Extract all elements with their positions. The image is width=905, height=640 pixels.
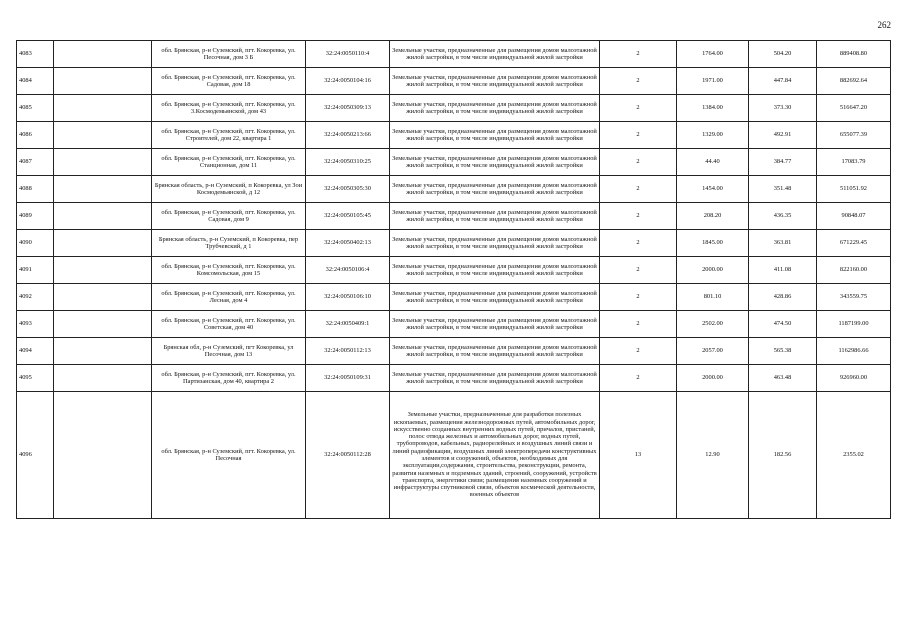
cadastral-value-cell: 889408.80 xyxy=(817,41,891,68)
area-cell: 1454.00 xyxy=(677,176,749,203)
land-category-cell: Земельные участки, предназначенные для размещения домов малоэтажной жилой застройки, в том числе индивидуальной жилой застройки xyxy=(390,149,600,176)
group-code-cell: 2 xyxy=(600,68,677,95)
group-code-cell: 2 xyxy=(600,95,677,122)
address-cell: Брянская область, р-н Суземский, п Кокоревка, ул Зои Космодемьянской, д 12 xyxy=(152,176,306,203)
cadastral-value-cell: 2355.02 xyxy=(817,392,891,519)
address-cell: Брянская область, р-н Суземский, п Кокоревка, пер Трубчевский, д 1 xyxy=(152,230,306,257)
table-row xyxy=(17,392,891,519)
land-category-cell: Земельные участки, предназначенные для размещения домов малоэтажной жилой застройки, в том числе индивидуальной жилой застройки xyxy=(390,365,600,392)
cadastral-value-cell: 90848.07 xyxy=(817,203,891,230)
land-category-cell: Земельные участки, предназначенные для размещения домов малоэтажной жилой застройки, в том числе индивидуальной жилой застройки xyxy=(390,176,600,203)
address-cell: обл. Брянская, р-н Суземский, пгт. Кокоревка, ул. Песочная, дом 3 Б xyxy=(152,41,306,68)
row-number: 4087 xyxy=(17,149,54,176)
area-cell: 1764.00 xyxy=(677,41,749,68)
specific-value-cell: 436.35 xyxy=(749,203,817,230)
row-number: 4083 xyxy=(17,41,54,68)
area-cell: 2502.00 xyxy=(677,311,749,338)
row-number: 4094 xyxy=(17,338,54,365)
page-number: 262 xyxy=(877,20,891,30)
area-cell: 1329.00 xyxy=(677,122,749,149)
cadastral-value-cell: 822160.00 xyxy=(817,257,891,284)
address-cell: обл. Брянская, р-н Суземский, пгт. Кокоревка, ул. Комсомольская, дом 15 xyxy=(152,257,306,284)
land-category-cell: Земельные участки, предназначенные для размещения домов малоэтажной жилой застройки, в том числе индивидуальной жилой застройки xyxy=(390,68,600,95)
table-row xyxy=(17,68,891,95)
table-row xyxy=(17,41,891,68)
area-cell: 208.20 xyxy=(677,203,749,230)
table-body xyxy=(17,41,891,519)
cadastral-number-cell: 32:24:0050402:13 xyxy=(306,230,390,257)
cadastral-value-cell: 1187199.00 xyxy=(817,311,891,338)
cadastral-number-cell: 32:24:0050106:10 xyxy=(306,284,390,311)
cadastral-value-cell: 343559.75 xyxy=(817,284,891,311)
row-number: 4095 xyxy=(17,365,54,392)
cadastral-number-cell: 32:24:0050106:4 xyxy=(306,257,390,284)
row-number: 4084 xyxy=(17,68,54,95)
specific-value-cell: 474.50 xyxy=(749,311,817,338)
cadastral-number-cell: 32:24:0050112:13 xyxy=(306,338,390,365)
cadastral-value-cell: 511051.92 xyxy=(817,176,891,203)
cadastral-value-cell: 655077.39 xyxy=(817,122,891,149)
group-code-cell: 2 xyxy=(600,311,677,338)
table-row xyxy=(17,365,891,392)
blank-cell xyxy=(54,230,152,257)
cadastral-number-cell: 32:24:0050213:66 xyxy=(306,122,390,149)
address-cell: обл. Брянская, р-н Суземский, пгт. Кокоревка, ул. Песочная xyxy=(152,392,306,519)
cadastral-number-cell: 32:24:0050105:45 xyxy=(306,203,390,230)
group-code-cell: 2 xyxy=(600,230,677,257)
cadastral-number-cell: 32:24:0050112:28 xyxy=(306,392,390,519)
group-code-cell: 2 xyxy=(600,284,677,311)
blank-cell xyxy=(54,122,152,149)
blank-cell xyxy=(54,95,152,122)
blank-cell xyxy=(54,41,152,68)
group-code-cell: 2 xyxy=(600,203,677,230)
specific-value-cell: 373.30 xyxy=(749,95,817,122)
specific-value-cell: 428.86 xyxy=(749,284,817,311)
blank-cell xyxy=(54,284,152,311)
specific-value-cell: 565.38 xyxy=(749,338,817,365)
land-category-cell: Земельные участки, предназначенные для размещения домов малоэтажной жилой застройки, в том числе индивидуальной жилой застройки xyxy=(390,230,600,257)
address-cell: обл. Брянская, р-н Суземский, пгт. Кокоревка, ул. Станционная, дом 11 xyxy=(152,149,306,176)
group-code-cell: 2 xyxy=(600,149,677,176)
land-category-cell: Земельные участки, предназначенные для размещения домов малоэтажной жилой застройки, в том числе индивидуальной жилой застройки xyxy=(390,311,600,338)
land-category-cell: Земельные участки, предназначенные для размещения домов малоэтажной жилой застройки, в том числе индивидуальной жилой застройки xyxy=(390,257,600,284)
address-cell: обл. Брянская, р-н Суземский, пгт. Кокоревка, ул. Строителей, дом 22, квартира 1 xyxy=(152,122,306,149)
row-number: 4089 xyxy=(17,203,54,230)
area-cell: 801.10 xyxy=(677,284,749,311)
row-number: 4096 xyxy=(17,392,54,519)
row-number: 4086 xyxy=(17,122,54,149)
table-row xyxy=(17,284,891,311)
blank-cell xyxy=(54,203,152,230)
land-category-cell: Земельные участки, предназначенные для размещения домов малоэтажной жилой застройки, в том числе индивидуальной жилой застройки xyxy=(390,203,600,230)
land-category-cell: Земельные участки, предназначенные для размещения домов малоэтажной жилой застройки, в том числе индивидуальной жилой застройки xyxy=(390,122,600,149)
row-number: 4091 xyxy=(17,257,54,284)
specific-value-cell: 411.08 xyxy=(749,257,817,284)
group-code-cell: 2 xyxy=(600,122,677,149)
cadastral-number-cell: 32:24:0050104:16 xyxy=(306,68,390,95)
area-cell: 44.40 xyxy=(677,149,749,176)
specific-value-cell: 384.77 xyxy=(749,149,817,176)
specific-value-cell: 351.48 xyxy=(749,176,817,203)
land-category-cell: Земельные участки, предназначенные для размещения домов малоэтажной жилой застройки, в том числе индивидуальной жилой застройки xyxy=(390,284,600,311)
cadastral-number-cell: 32:24:0050110:4 xyxy=(306,41,390,68)
area-cell: 1971.00 xyxy=(677,68,749,95)
table-row xyxy=(17,230,891,257)
blank-cell xyxy=(54,68,152,95)
row-number: 4093 xyxy=(17,311,54,338)
table-row xyxy=(17,149,891,176)
cadastral-number-cell: 32:24:0050309:13 xyxy=(306,95,390,122)
area-cell: 1384.00 xyxy=(677,95,749,122)
blank-cell xyxy=(54,257,152,284)
specific-value-cell: 492.91 xyxy=(749,122,817,149)
cadastral-number-cell: 32:24:0050310:25 xyxy=(306,149,390,176)
address-cell: обл. Брянская, р-н Суземский, пгт. Кокоревка, ул. Садовая, дом 18 xyxy=(152,68,306,95)
cadastral-value-cell: 1162986.66 xyxy=(817,338,891,365)
cadastral-value-cell: 516647.20 xyxy=(817,95,891,122)
table-row xyxy=(17,311,891,338)
cadastral-value-table xyxy=(16,40,891,519)
cadastral-number-cell: 32:24:0050305:30 xyxy=(306,176,390,203)
blank-cell xyxy=(54,149,152,176)
land-category-cell: Земельные участки, предназначенные для размещения домов малоэтажной жилой застройки, в том числе индивидуальной жилой застройки xyxy=(390,95,600,122)
area-cell: 12.90 xyxy=(677,392,749,519)
specific-value-cell: 363.81 xyxy=(749,230,817,257)
address-cell: обл. Брянская, р-н Суземский, пгт. Кокоревка, ул. Советская, дом 40 xyxy=(152,311,306,338)
cadastral-value-cell: 882692.64 xyxy=(817,68,891,95)
area-cell: 2057.00 xyxy=(677,338,749,365)
blank-cell xyxy=(54,338,152,365)
table-row xyxy=(17,95,891,122)
address-cell: Брянская обл, р-н Суземский, пгт Кокоревка, ул Песочная, дом 13 xyxy=(152,338,306,365)
row-number: 4092 xyxy=(17,284,54,311)
cadastral-number-cell: 32:24:0050409:1 xyxy=(306,311,390,338)
blank-cell xyxy=(54,365,152,392)
table-row xyxy=(17,257,891,284)
blank-cell xyxy=(54,392,152,519)
table-row xyxy=(17,338,891,365)
row-number: 4090 xyxy=(17,230,54,257)
cadastral-value-cell: 926960.00 xyxy=(817,365,891,392)
group-code-cell: 2 xyxy=(600,338,677,365)
group-code-cell: 13 xyxy=(600,392,677,519)
address-cell: обл. Брянская, р-н Суземский, пгт. Кокоревка, ул. 3.Космодемьянской, дом 43 xyxy=(152,95,306,122)
cadastral-value-cell: 671229.45 xyxy=(817,230,891,257)
area-cell: 1845.00 xyxy=(677,230,749,257)
land-category-cell: Земельные участки, предназначенные для размещения домов малоэтажной жилой застройки, в том числе индивидуальной жилой застройки xyxy=(390,41,600,68)
address-cell: обл. Брянская, р-н Суземский, пгт. Кокоревка, ул. Садовая, дом 9 xyxy=(152,203,306,230)
area-cell: 2000.00 xyxy=(677,365,749,392)
specific-value-cell: 182.56 xyxy=(749,392,817,519)
cadastral-value-cell: 17083.79 xyxy=(817,149,891,176)
group-code-cell: 2 xyxy=(600,365,677,392)
address-cell: обл. Брянская, р-н Суземский, пгт. Кокоревка, ул. Партизанская, дом 40, квартира 2 xyxy=(152,365,306,392)
specific-value-cell: 504.20 xyxy=(749,41,817,68)
row-number: 4088 xyxy=(17,176,54,203)
blank-cell xyxy=(54,311,152,338)
table-row xyxy=(17,203,891,230)
group-code-cell: 2 xyxy=(600,176,677,203)
area-cell: 2000.00 xyxy=(677,257,749,284)
table-row xyxy=(17,122,891,149)
specific-value-cell: 463.48 xyxy=(749,365,817,392)
row-number: 4085 xyxy=(17,95,54,122)
specific-value-cell: 447.84 xyxy=(749,68,817,95)
land-category-cell: Земельные участки, предназначенные для разработки полезных ископаемых, размещения железнодорожных путей, автомобильных дорог, искусственно созданных внутренних водных путей, причалов, пристаней, полос отвода железных и автомобильных дорог, водных путей, трубопроводов, кабельных, радиорелейных и воздушных линий связи и линий радиофикации, воздушных линий электропередачи конструктивных элементов и сооружений, объектов, необходимых для эксплуатации,содержания, строительства, реконструкции, ремонта, развития наземных и подземных зданий, строений, сооружений, устройств транспорта, энергетики связи; размещения наземных сооружений и инфраструктуры спутниковой связи, объектов космической деятельности, военных объектов xyxy=(390,392,600,519)
address-cell: обл. Брянская, р-н Суземский, пгт. Кокоревка, ул. Лесная, дом 4 xyxy=(152,284,306,311)
group-code-cell: 2 xyxy=(600,41,677,68)
blank-cell xyxy=(54,176,152,203)
table-row xyxy=(17,176,891,203)
group-code-cell: 2 xyxy=(600,257,677,284)
land-category-cell: Земельные участки, предназначенные для размещения домов малоэтажной жилой застройки, в том числе индивидуальной жилой застройки xyxy=(390,338,600,365)
cadastral-number-cell: 32:24:0050109:31 xyxy=(306,365,390,392)
